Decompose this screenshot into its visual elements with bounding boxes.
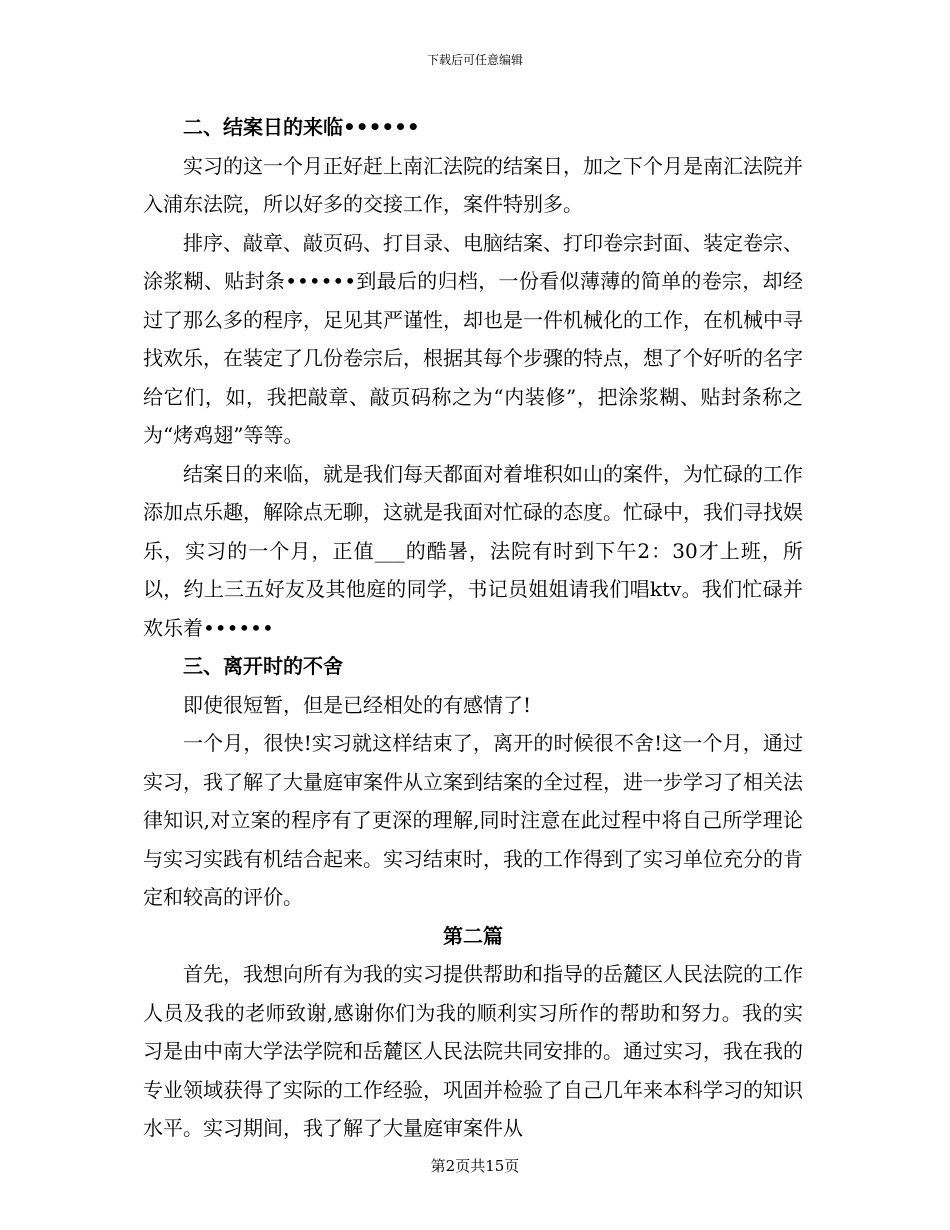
paragraph: 实习的这一个月正好赶上南汇法院的结案日，加之下个月是南汇法院并入浦东法院，所以好多的交接工作，案件特别多。 (143, 153, 803, 216)
page-header: 下载后可任意编辑 (426, 53, 523, 67)
section-heading-leaving: 三、离开时的不舍 (183, 654, 343, 678)
paragraph: 一个月，很快!实习就这样结束了，离开的时候很不舍!这一个月，通过实习，我了解了大量庭审案件从立案到结案的全过程，进一步学习了相关法律知识,对立案的程序有了更深的理解,同时注意在此过程中将自己所学理论与实习实践有机结合起来。实习结束时，我的工作得到了实习单位充分的肯定和较高的评价。 (143, 731, 803, 909)
page-number-footer: 第2页共15页 (430, 1157, 520, 1175)
section-heading-closing-day: 二、结案日的来临•••••• (183, 115, 420, 139)
paragraph: 即使很短暂，但是已经相处的有感情了! (183, 692, 532, 717)
paragraph: 排序、敲章、敲页码、打目录、电脑结案、打印卷宗封面、装定卷宗、涂浆糊、贴封条••••••到最后的归档，一份看似薄薄的简单的卷宗，却经过了那么多的程序，足见其严谨性，却也是一件机械化的工作，在机械中寻找欢乐，在装定了几份卷宗后，根据其每个步骤的特点，想了个好听的名字给它们，如，我把敲章、敲页码称之为“内装修”，把涂浆糊、贴封条称之为“烤鸡翅”等等。 (143, 230, 803, 447)
paragraph: 结案日的来临，就是我们每天都面对着堆积如山的案件，为忙碌的工作添加点乐趣，解除点无聊，这就是我面对忙碌的态度。忙碌中，我们寻找娱乐，实习的一个月，正值___的酷暑，法院有时到下午2：30才上班，所以，约上三五好友及其他庭的同学，书记员姐姐请我们唱ktv。我们忙碌并欢乐着•••••• (143, 461, 803, 640)
document-body (143, 108, 803, 1148)
part-two-title: 第二篇 (443, 923, 503, 948)
paragraph: 首先，我想向所有为我的实习提供帮助和指导的岳麓区人民法院的工作人员及我的老师致谢,感谢你们为我的顺利实习所作的帮助和努力。我的实习是由中南大学法学院和岳麓区人民法院共同安排的。通过实习，我在我的专业领域获得了实际的工作经验，巩固并检验了自己几年来本科学习的知识水平。实习期间，我了解了大量庭审案件从 (143, 962, 803, 1140)
